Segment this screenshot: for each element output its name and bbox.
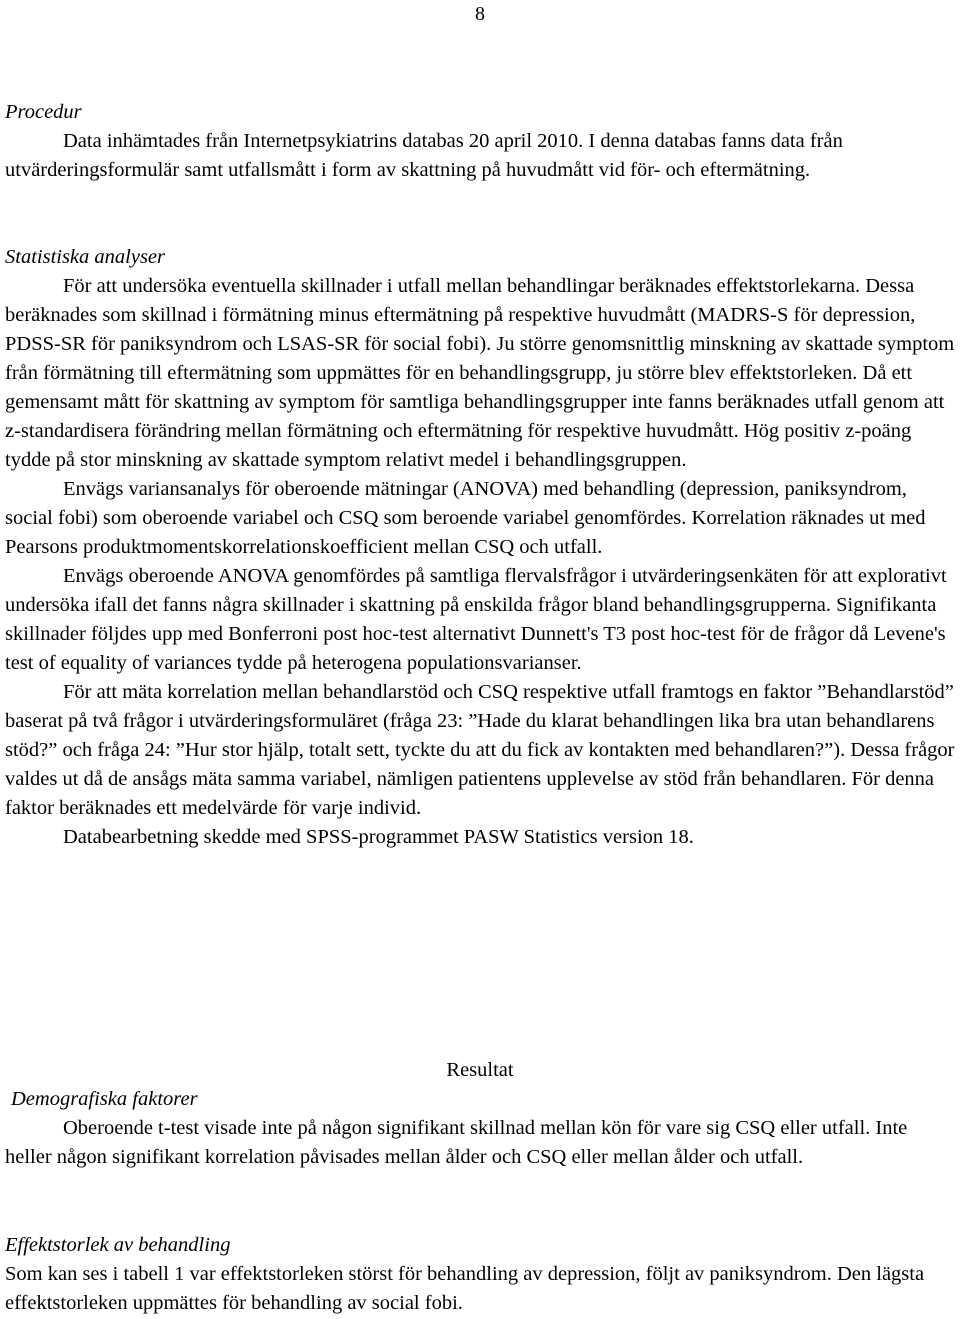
statistiska-section [5,243,955,852]
procedur-heading: Procedur [5,101,82,123]
effektstorlek-section [5,1231,955,1318]
effektstorlek-paragraph: Som kan ses i tabell 1 var effektstorleken störst för behandling av depression, följt av paniksyndrom. Den lägsta effektstorleken uppmättes för behandling av social fobi. [5,1263,925,1314]
statistiska-heading: Statistiska analyser [5,246,166,268]
procedur-paragraph: Data inhämtades från Internetpsykiatrins databas 20 april 2010. I denna databas fanns data från utvärderingsformulär samt utfallsmått i form av skattning på huvudmått vid för- och eftermätning. [5,130,843,181]
procedur-section [5,98,955,185]
resultat-section [5,1056,955,1085]
statistiska-paragraph-5: Databearbetning skedde med SPSS-programmet PASW Statistics version 18. [63,826,694,848]
statistiska-paragraph-3: Envägs oberoende ANOVA genomfördes på samtliga flervalsfrågor i utvärderingsenkäten för att explorativt undersöka ifall det fanns några skillnader i skattning på enskilda frågor bland behandlingsgrupperna. Signifikanta skillnader följdes upp med Bonferroni post hoc-test alternativt Dunnett's T3 post hoc-test för de frågor då Levene's test of equality of variances tydde på heterogena populationsvarianser. [5,565,947,674]
effektstorlek-heading: Effektstorlek av behandling [5,1234,231,1256]
statistiska-paragraph-4: För att mäta korrelation mellan behandlarstöd och CSQ respektive utfall framtogs en faktor ”Behandlarstöd” baserat på två frågor i utvärderingsformuläret (fråga 23: ”Hade du klarat behandlingen lika bra utan behandlarens stöd?” och fråga 24: ”Hur stor hjälp, totalt sett, tyckte du att du fick av kontakten med behandlaren?”). Dessa frågor valdes ut då de ansågs mäta samma variabel, nämligen patientens upplevelse av stöd från behandlaren. För denna faktor beräknades ett medelvärde för varje individ. [5,681,955,819]
resultat-heading: Resultat [446,1059,514,1081]
demografiska-section [5,1085,955,1172]
demografiska-paragraph: Oberoende t-test visade inte på någon signifikant skillnad mellan kön för vare sig CSQ eller utfall. Inte heller någon signifikant korrelation påvisades mellan ålder och CSQ eller mellan ålder och utfall. [5,1117,908,1168]
statistiska-paragraph-2: Envägs variansanalys för oberoende mätningar (ANOVA) med behandling (depression, paniksyndrom, social fobi) som oberoende variabel och CSQ som beroende variabel genomfördes. Korrelation räknades ut med Pearsons produktmomentskorrelationskoefficient mellan CSQ och utfall. [5,478,926,558]
page-number: 8 [475,3,485,25]
statistiska-paragraph-1: För att undersöka eventuella skillnader i utfall mellan behandlingar beräknades effektstorlekarna. Dessa beräknades som skillnad i förmätning minus eftermätning på respektive huvudmått (MADRS-S för depression, PDSS-SR för paniksyndrom och LSAS-SR för social fobi). Ju större genomsnittlig minskning av skattade symptom från förmätning till eftermätning som uppmättes för en behandlingsgrupp, ju större blev effektstorleken. Då ett gemensamt mått för skattning av symptom för samtliga behandlingsgrupper inte fanns beräknades utfall genom att z-standardisera förändring mellan förmätning och eftermätning för respektive huvudmått. Hög positiv z-poäng tydde på stor minskning av skattade symptom relativt medel i behandlingsgruppen. [5,275,955,471]
demografiska-heading: Demografiska faktorer [11,1088,198,1110]
